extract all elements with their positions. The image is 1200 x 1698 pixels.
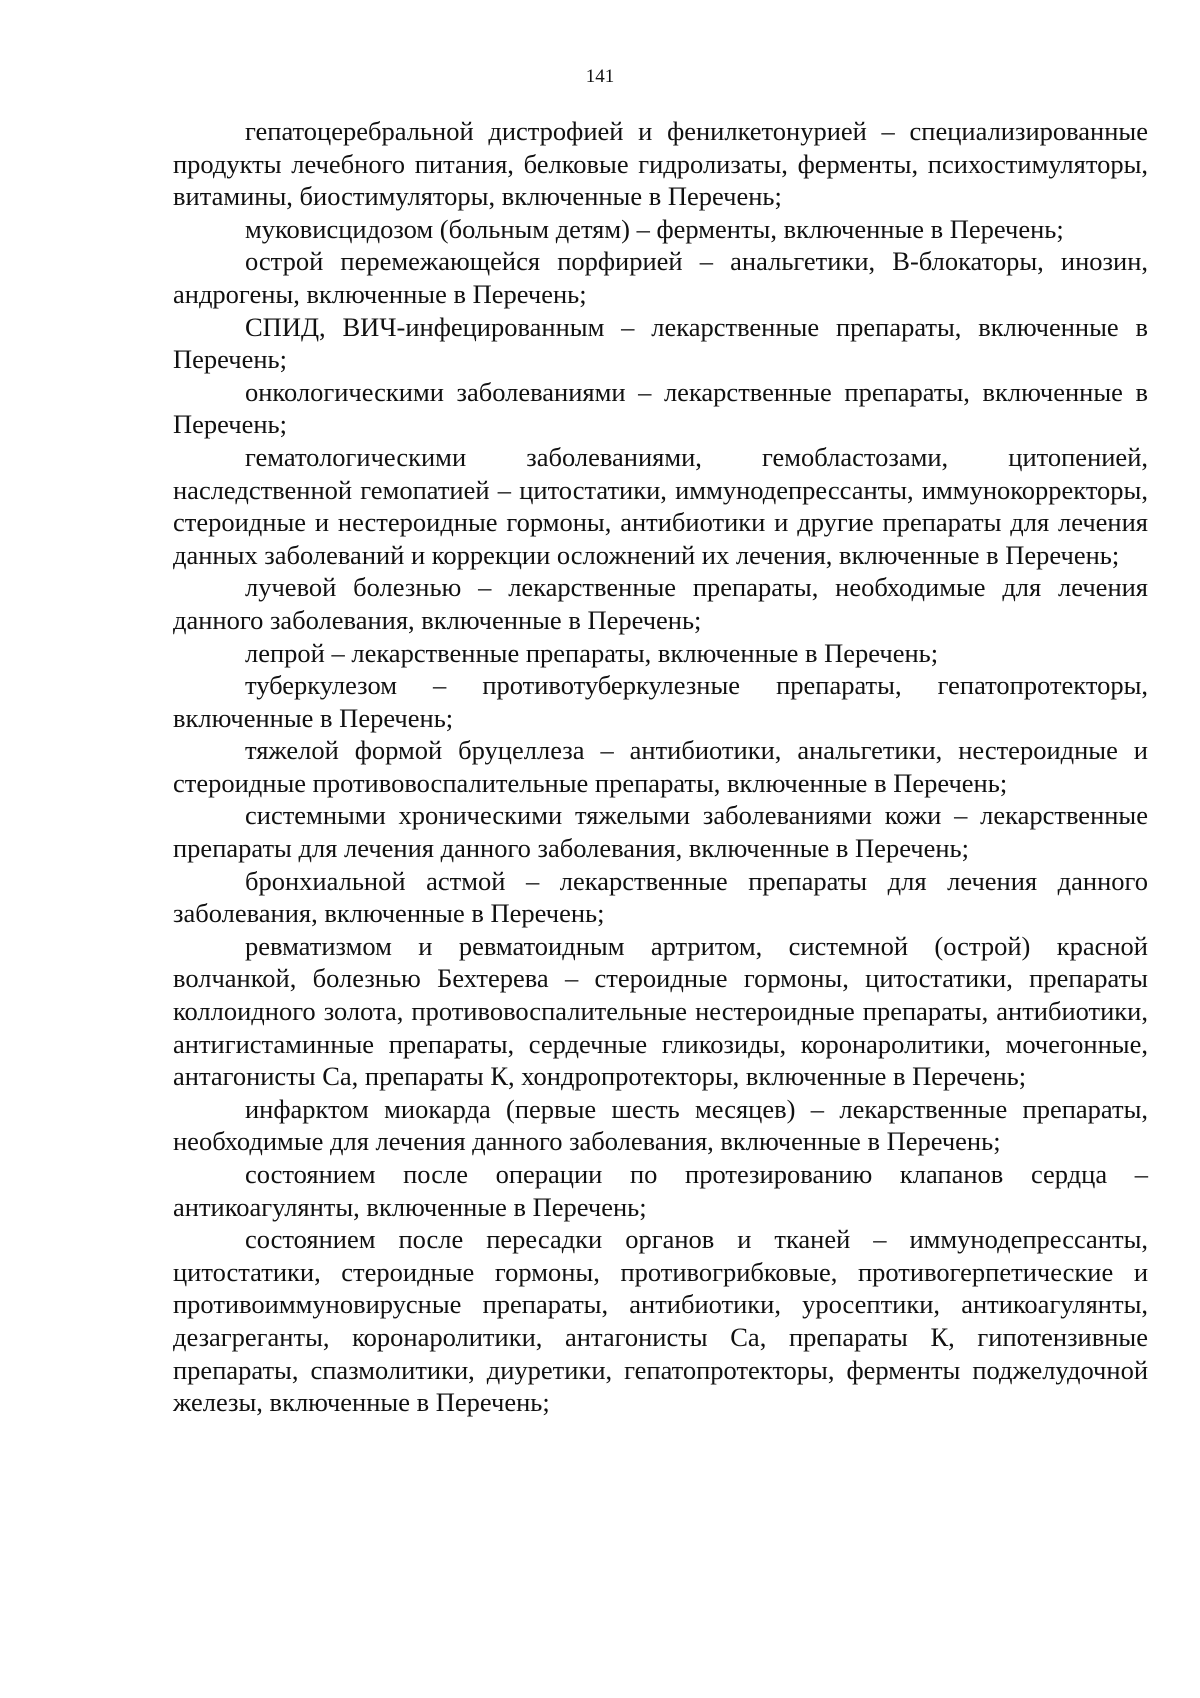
- paragraph: лепрой – лекарственные препараты, включенные в Перечень;: [245, 637, 939, 668]
- paragraph: состоянием после операции по протезированию клапанов сердца – антикоагулянты, включенные в Перечень;: [173, 1159, 1148, 1222]
- paragraph: лучевой болезнью – лекарственные препараты, необходимые для лечения данного заболевания, включенные в Перечень;: [173, 572, 1148, 635]
- page-number: 141: [585, 66, 615, 87]
- paragraph: системными хроническими тяжелыми заболеваниями кожи – лекарственные препараты для лечения данного заболевания, включенные в Перечень;: [173, 800, 1148, 864]
- paragraph: состоянием после пересадки органов и тканей – иммунодепрессанты, цитостатики, стероидные гормоны, противогрибковые, противогерпетические и противоиммуновирусные препараты, антибиотики, уросептики, антикоагулянты, дезагреганты, коронаролитики, антагонисты Са, препараты К, гипотензивные препараты, спазмолитики, диуретики, гепатопротекторы, ферменты поджелудочной железы, включенные в Перечень;: [173, 1224, 1148, 1418]
- paragraph: онкологическими заболеваниями – лекарственные препараты, включенные в Перечень;: [173, 376, 1148, 440]
- paragraph: бронхиальной астмой – лекарственные препараты для лечения данного заболевания, включенные в Перечень;: [173, 865, 1148, 929]
- paragraph: СПИД, ВИЧ-инфецированным – лекарственные препараты, включенные в Перечень;: [173, 311, 1148, 375]
- paragraph: ревматизмом и ревматоидным артритом, системной (острой) красной волчанкой, болезнью Бехтерева – стероидные гормоны, цитостатики, препараты коллоидного золота, противовоспалительные нестероидные препараты, антибиотики, антигистаминные препараты, сердечные гликозиды, коронаролитики, мочегонные, антагонисты Са, препараты К, хондропротекторы, включенные в Перечень;: [173, 930, 1148, 1092]
- body-text: [173, 115, 1148, 1419]
- paragraph: муковисцидозом (больным детям) – ферменты, включенные в Перечень;: [245, 213, 1064, 244]
- paragraph: туберкулезом – противотуберкулезные препараты, гепатопротекторы, включенные в Перечень;: [173, 670, 1148, 733]
- paragraph: гепатоцеребральной дистрофией и фенилкетонурией – специализированные продукты лечебного питания, белковые гидролизаты, ферменты, психостимуляторы, витамины, биостимуляторы, включенные в Перечень;: [173, 116, 1148, 212]
- paragraph: острой перемежающейся порфирией – анальгетики, B-блокаторы, инозин, андрогены, включенные в Перечень;: [173, 246, 1148, 309]
- paragraph: тяжелой формой бруцеллеза – антибиотики, анальгетики, нестероидные и стероидные противовоспалительные препараты, включенные в Перечень;: [173, 735, 1148, 798]
- paragraph: гематологическими заболеваниями, гемобластозами, цитопенией, наследственной гемопатией – цитостатики, иммунодепрессанты, иммунокорректоры, стероидные и нестероидные гормоны, антибиотики и другие препараты для лечения данных заболеваний и коррекции осложнений их лечения, включенные в Перечень;: [173, 441, 1148, 570]
- paragraph: инфарктом миокарда (первые шесть месяцев) – лекарственные препараты, необходимые для лечения данного заболевания, включенные в Перечень;: [173, 1093, 1148, 1157]
